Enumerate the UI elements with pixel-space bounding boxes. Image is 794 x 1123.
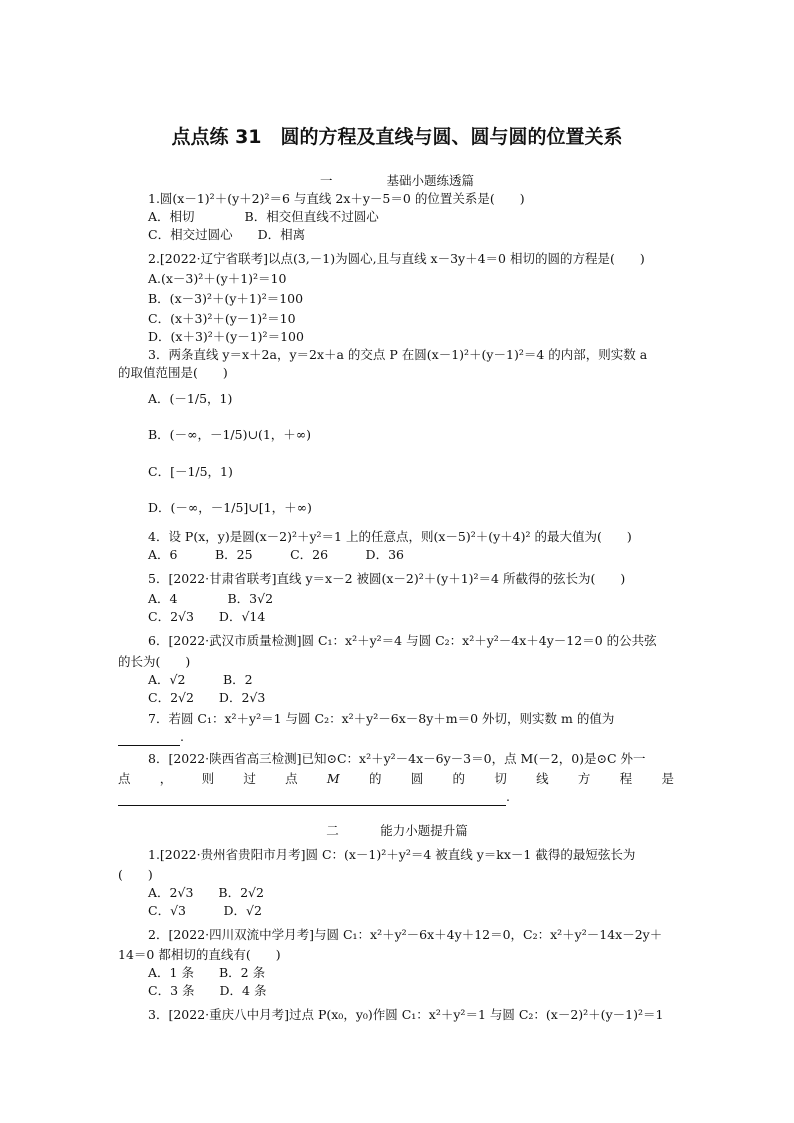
question-option: B．(－∞，－1/5)∪(1，＋∞) bbox=[148, 427, 312, 442]
question-stem: 5．[2022·甘肃省联考]直线 y＝x－2 被圆(x－2)²＋(y＋1)²＝4 所截得的弦长为( ) bbox=[148, 571, 626, 586]
question-options: A．6 B．25 C．26 D．36 bbox=[148, 547, 404, 562]
question-stem: 3．[2022·重庆八中月考]过点 P(x₀，y₀)作圆 C₁：x²＋y²＝1 与圆 C₂：(x－2)²＋(y－1)²＝1 bbox=[148, 1007, 664, 1022]
question-option: B．(x－3)²＋(y＋1)²＝100 bbox=[148, 291, 304, 306]
sentence-end: . bbox=[180, 729, 184, 744]
answer-line bbox=[118, 788, 510, 806]
stem-word: 过 bbox=[243, 771, 256, 786]
question-option: A.(x－3)²＋(y＋1)²＝10 bbox=[148, 271, 287, 286]
section-name: 基础小题练透篇 bbox=[386, 173, 474, 188]
section-number: 二 bbox=[326, 823, 339, 838]
question-stem: 6．[2022·武汉市质量检测]圆 C₁：x²＋y²＝4 与圆 C₂：x²＋y²－4x＋4y－12＝0 的公共弦 bbox=[148, 633, 657, 648]
question-options: C．2√3 D．√14 bbox=[148, 609, 266, 624]
stem-word: M bbox=[326, 771, 340, 786]
stem-word: 点 bbox=[285, 771, 298, 786]
question-options: C．√3 D．√2 bbox=[148, 903, 262, 918]
section-heading-basic bbox=[0, 172, 794, 189]
question-stem: 8．[2022·陕西省高三检测]已知⊙C：x²＋y²－4x－6y－3＝0，点 M(－2，0)是⊙C 外一 bbox=[148, 751, 646, 766]
question-options: A．1 条 B．2 条 bbox=[148, 965, 266, 980]
stem-word: 点 bbox=[118, 771, 131, 786]
question-stem-justified bbox=[118, 770, 674, 787]
question-stem: 1.[2022·贵州省贵阳市月考]圆 C：(x－1)²＋y²＝4 被直线 y＝kx－1 截得的最短弦长为 bbox=[148, 847, 636, 862]
answer-line bbox=[118, 728, 184, 746]
sentence-end: . bbox=[506, 789, 510, 804]
question-stem: 2．[2022·四川双流中学月考]与圆 C₁：x²＋y²－6x＋4y＋12＝0，C₂：x²＋y²－14x－2y＋ bbox=[148, 927, 663, 942]
page-title: 点点练 31 圆的方程及直线与圆、圆与圆的位置关系 bbox=[171, 126, 623, 148]
section-number: 一 bbox=[319, 173, 333, 188]
answer-blank[interactable] bbox=[118, 788, 506, 806]
stem-word: ， bbox=[159, 771, 173, 786]
question-stem: 14＝0 都相切的直线有( ) bbox=[118, 947, 281, 962]
question-options: A．√2 B．2 bbox=[148, 672, 253, 687]
question-option: A．(－1/5，1) bbox=[148, 391, 233, 406]
question-stem: 7．若圆 C₁：x²＋y²＝1 与圆 C₂：x²＋y²－6x－8y＋m＝0 外切，则实数 m 的值为 bbox=[148, 711, 615, 726]
section-name: 能力小题提升篇 bbox=[380, 823, 468, 838]
question-options: C．相交过圆心 D．相离 bbox=[148, 227, 306, 242]
question-options: A．相切 B．相交但直线不过圆心 bbox=[148, 209, 379, 224]
stem-word: 的 bbox=[452, 771, 466, 786]
section-heading-advanced bbox=[0, 822, 794, 839]
question-stem: 的取值范围是( ) bbox=[118, 365, 228, 380]
question-options: A．2√3 B．2√2 bbox=[148, 885, 264, 900]
question-options: C．3 条 D．4 条 bbox=[148, 983, 267, 998]
question-stem: 1.圆(x－1)²＋(y＋2)²＝6 与直线 2x＋y－5＝0 的位置关系是( ) bbox=[148, 191, 525, 206]
question-stem: 的长为( ) bbox=[118, 654, 191, 669]
question-options: C．2√2 D．2√3 bbox=[148, 690, 266, 705]
stem-word: 程 bbox=[619, 771, 633, 786]
stem-word: 方 bbox=[577, 771, 591, 786]
question-option: C．(x＋3)²＋(y－1)²＝10 bbox=[148, 311, 296, 326]
question-options: A．4 B．3√2 bbox=[148, 591, 274, 606]
question-stem: ( ) bbox=[118, 867, 153, 882]
question-stem: 3．两条直线 y＝x＋2a，y＝2x＋a 的交点 P 在圆(x－1)²＋(y－1)²＝4 的内部，则实数 a bbox=[148, 347, 648, 362]
stem-word: 切 bbox=[494, 771, 507, 786]
question-option: C．[－1/5，1) bbox=[148, 464, 233, 479]
question-stem: 4．设 P(x，y)是圆(x－2)²＋y²＝1 上的任意点，则(x－5)²＋(y＋4)² 的最大值为( ) bbox=[148, 529, 632, 544]
stem-word: 则 bbox=[201, 771, 215, 786]
question-option: D．(－∞，－1/5]∪[1，＋∞) bbox=[148, 500, 312, 515]
stem-word: 线 bbox=[536, 771, 549, 786]
answer-blank[interactable] bbox=[118, 728, 180, 746]
stem-word: 是 bbox=[661, 771, 674, 786]
question-option: D．(x＋3)²＋(y－1)²＝100 bbox=[148, 329, 304, 344]
stem-word: 的 bbox=[368, 771, 382, 786]
stem-word: 圆 bbox=[410, 771, 424, 786]
question-stem: 2.[2022·辽宁省联考]以点(3,－1)为圆心,且与直线 x－3y＋4＝0 相切的圆的方程是( ) bbox=[148, 251, 645, 266]
